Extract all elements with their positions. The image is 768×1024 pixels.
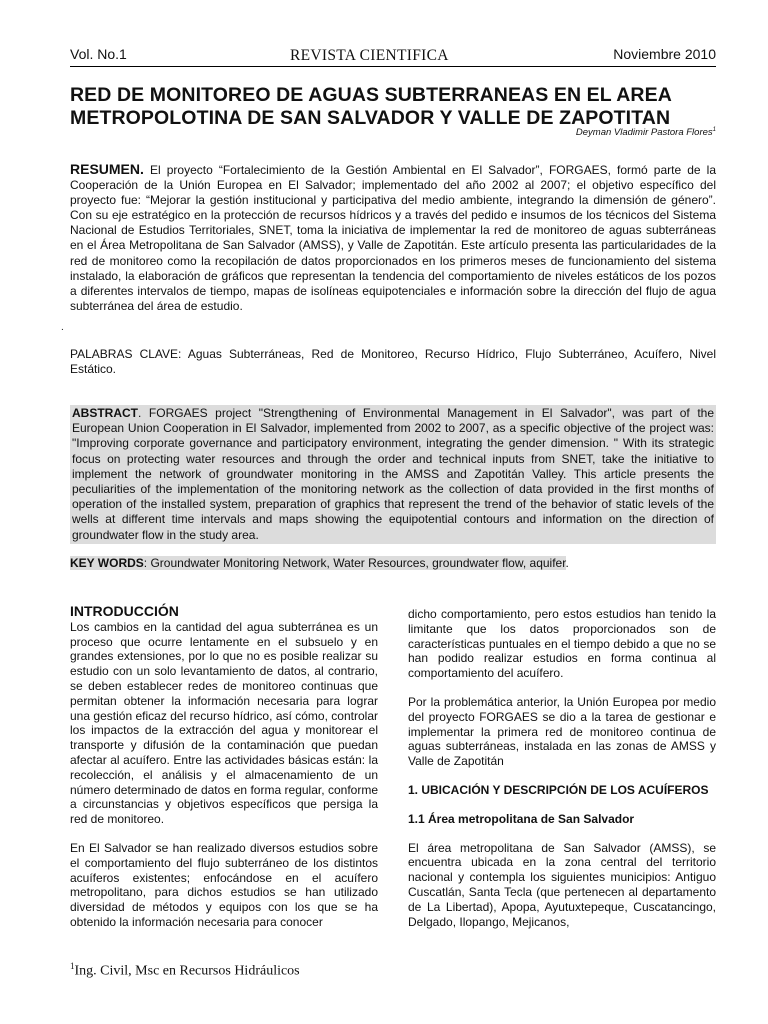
footnote-text: Ing. Civil, Msc en Recursos Hidráulicos <box>74 963 300 979</box>
key-words-text: : Groundwater Monitoring Network, Water Resources, groundwater flow, aquifer <box>143 556 566 570</box>
key-words-end: . <box>565 556 569 570</box>
right-paragraph-2: Por la problemática anterior, la Unión Europea por medio del proyecto FORGAES se dio a la tarea de gestionar e implementar la primera red de monitoreo continua de aguas subterráneas, instalada en las zonas de AMSS y Valle de Zapotitán <box>408 694 716 769</box>
title-line-2: METROPOLOTINA DE SAN SALVADOR Y VALLE DE ZAPOTITAN <box>70 107 671 129</box>
intro-paragraph-2: En El Salvador se han realizado diversos estudios sobre el comportamiento del flujo subterráneo de los distintos acuíferos existentes; enfocándose en el acuífero metropolitano, para dichos estudios se han utilizado diversidad de métodos y equipos con los que se ha obtenido la información necesaria para conocer <box>70 840 378 929</box>
volume-label: Vol. No.1 <box>70 46 127 62</box>
journal-name: REVISTA CIENTIFICA <box>290 47 449 64</box>
issue-date: Noviembre 2010 <box>613 46 716 62</box>
key-words <box>70 556 569 570</box>
section-1-1-heading: 1.1 Área metropolitana de San Salvador <box>408 811 635 826</box>
resumen-text: El proyecto “Fortalecimiento de la Gestión Ambiental en El Salvador”, FORGAES, formó parte de la Cooperación de la Unión Europea en El Salvador; implementado del año 2002 al 2007; el objetivo específico del proyecto fue: “Mejorar la gestión institucional y participativa del medio ambiente, integrando la dimensión de género”. Con su eje estratégico en la protección de recursos hídricos y a través del pedido e insumos de los técnicos del Sistema Nacional de Estudios Territoriales, SNET, toma la iniciativa de implementar la red de monitoreo de aguas subterráneas en el Área Metropolitana de San Salvador (AMSS), y Valle de Zapotitán. Este artículo presenta las particularidades de la red de monitoreo como la recopilación de datos proporcionados en los primeros meses de funcionamiento del sistema instalado, la elaboración de gráficos que representan la tendencia del comportamiento de niveles estáticos de los pozos a diferentes intervalos de tiempo, mapas de isolíneas equipotenciales e información sobre la dirección del flujo de agua subterránea del área de estudio. <box>70 163 716 313</box>
intro-paragraph-1: Los cambios en la cantidad del agua subterránea es un proceso que ocurre lentamente en el subsuelo y en grandes extensiones, por lo que no es posible realizar su estudio con un solo levantamiento de datos, al contrario, se deben establecer redes de monitoreo continuas que permitan obtener la información necesaria para lograr una gestión eficaz del recurso hídrico, así cómo, controlar los impactos de la extracción del agua y monitorear el transporte y difusión de la contaminación que puedan afectar al acuífero. Entre las actividades básicas están: la recolección, el análisis y el almacenamiento de un número determinado de datos en forma regular, conforme a circunstancias y objetivos específicos que persiga la red de monitoreo. <box>70 619 378 827</box>
resumen-paragraph <box>70 162 716 314</box>
article-title <box>70 84 716 130</box>
author-footnote-mark: 1 <box>712 127 716 133</box>
abstract-text: . FORGAES project "Strengthening of Environmental Management in El Salvador", was part of the European Union Cooperation in El Salvador, implemented from 2002 to 2007, as a specific objective of the project was: "Improving corporate governance and participatory environment, integrating the gender dimension. " With its strategic focus on protecting water resources and through the order and technical inputs from SNET, take the initiative to implement the network of groundwater monitoring in the AMSS and Zapotitán Valley. This article presents the peculiarities of the implementation of the monitoring network as the collection of data provided in the first months of operation of the installed system, preparation of graphics that represent the trend of the behavior of static levels of the wells at different time intervals and maps showing the equipotential contours and information on the direction of groundwater flow in the study area. <box>72 406 714 542</box>
running-header <box>70 46 716 66</box>
abstract-label: ABSTRACT <box>72 406 138 420</box>
author-name <box>576 127 716 138</box>
right-paragraph-3: El área metropolitana de San Salvador (AMSS), se encuentra ubicada en la zona central del territorio nacional y contempla los siguientes municipios: Antiguo Cuscatlán, Santa Tecla (que pertenecen al departamento de La Libertad), Apopa, Ayutuxtepeque, Cuscatancingo, Delgado, Ilopango, Mejicanos, <box>408 840 716 929</box>
header-rule <box>70 66 716 67</box>
section-1-heading: 1. UBICACIÓN Y DESCRIPCIÓN DE LOS ACUÍFEROS <box>408 782 709 797</box>
footnote <box>70 961 300 980</box>
footnote-mark: 1 <box>70 961 75 971</box>
introduccion-heading: INTRODUCCIÓN <box>70 603 179 619</box>
right-column <box>408 607 716 943</box>
key-words-label: KEY WORDS <box>70 556 144 570</box>
left-column <box>70 604 378 944</box>
right-paragraph-1: dicho comportamiento, pero estos estudios han tenido la limitante que los datos proporcionados son de características puntuales en el tiempo debido a que no se han podido realizar estudios en forma continua al comportamiento del acuífero. <box>408 607 716 681</box>
abstract-paragraph <box>70 405 716 544</box>
palabras-clave: PALABRAS CLAVE: Aguas Subterráneas, Red de Monitoreo, Recurso Hídrico, Flujo Subterráneo, Acuífero, Nivel Estático. <box>70 347 716 377</box>
stray-dot: . <box>61 322 64 333</box>
author-text: Deyman Vladimir Pastora Flores <box>575 127 713 139</box>
title-line-1: RED DE MONITOREO DE AGUAS SUBTERRANEAS EN EL AREA <box>70 84 672 106</box>
resumen-label: RESUMEN. <box>70 161 144 177</box>
